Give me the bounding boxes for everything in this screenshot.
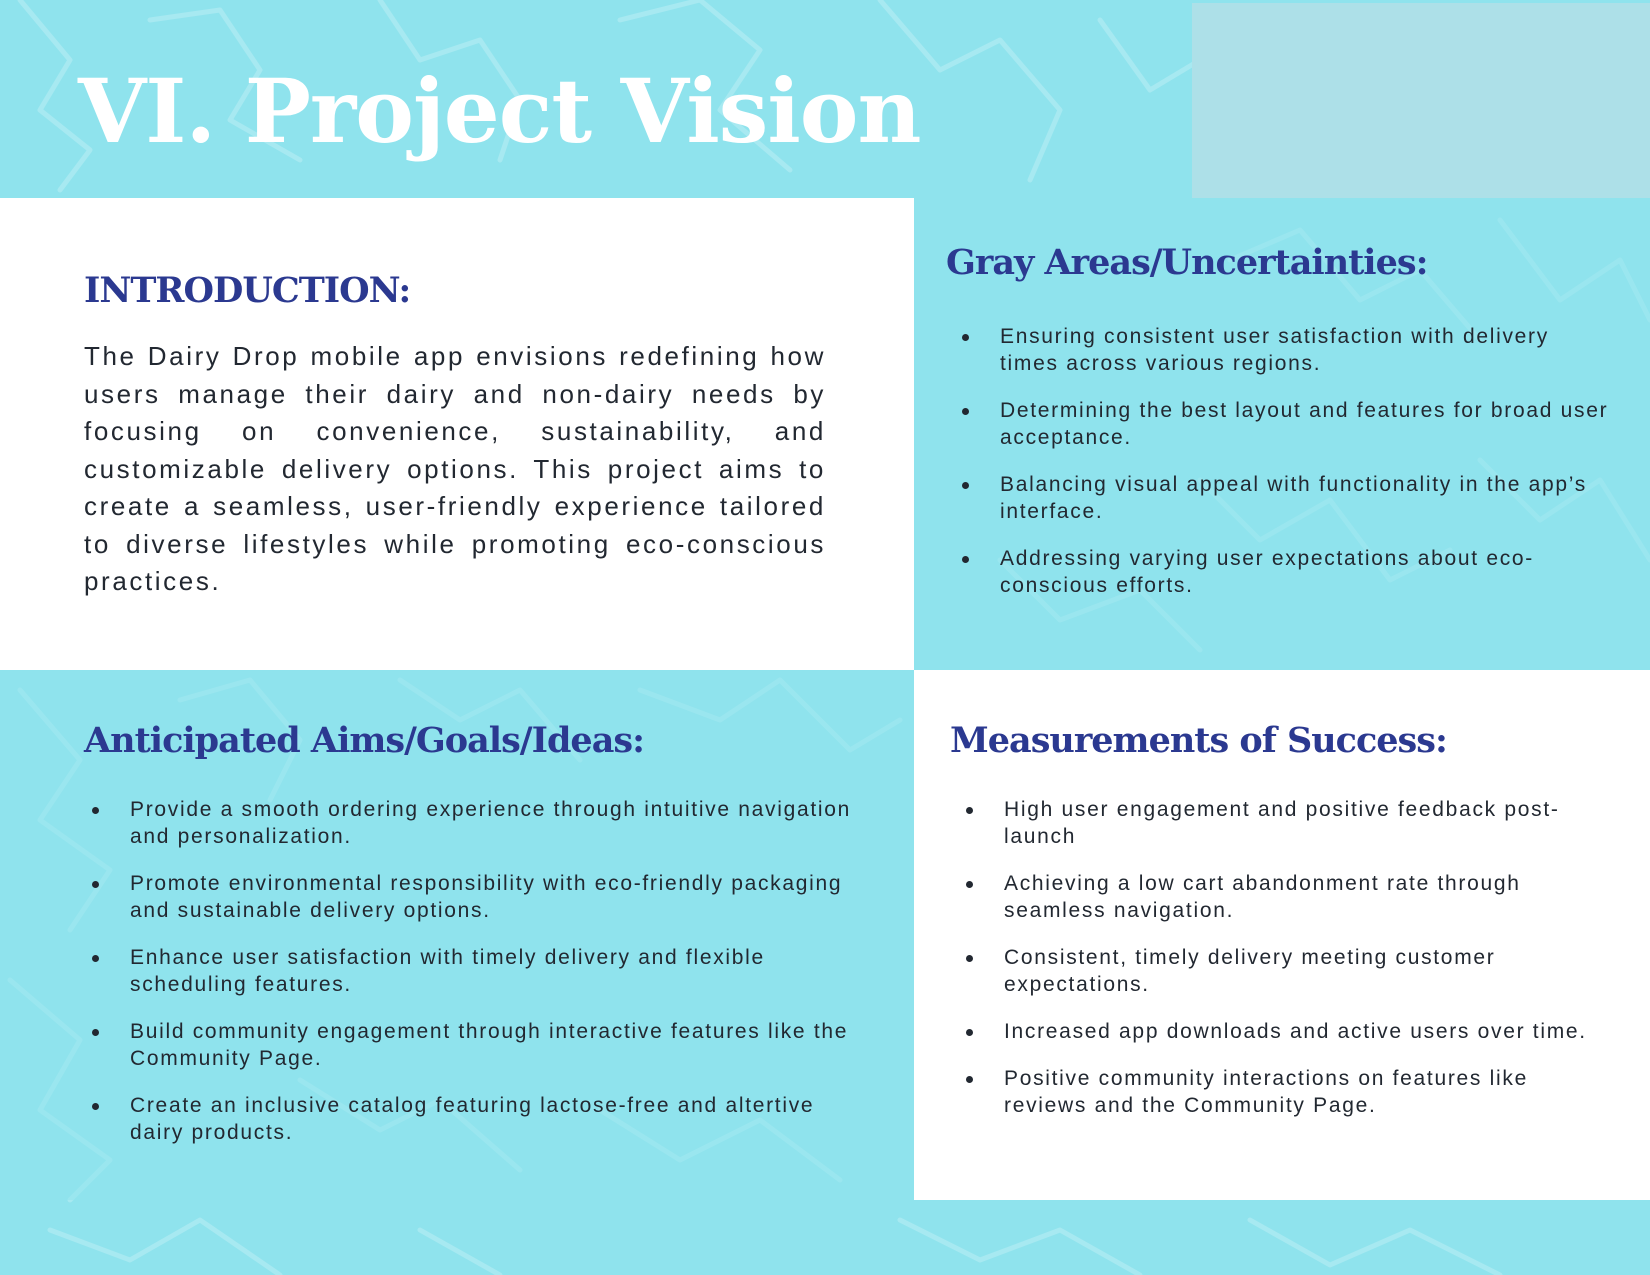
- header-accent-block: [1192, 3, 1650, 198]
- bullet-icon: [966, 881, 973, 888]
- list-item: Positive community interactions on features like reviews and the Community Page.: [958, 1065, 1618, 1119]
- introduction-panel: [0, 198, 914, 670]
- measurements-title: Measurements of Success:: [950, 720, 1447, 761]
- list-item: Provide a smooth ordering experience through intuitive navigation and personalization.: [84, 796, 864, 850]
- list-item: Determining the best layout and features for broad user acceptance.: [954, 397, 1614, 451]
- list-item: High user engagement and positive feedback post-launch: [958, 796, 1618, 850]
- bullet-icon: [92, 955, 99, 962]
- bullet-icon: [962, 334, 969, 341]
- page-title: VI. Project Vision: [78, 59, 921, 163]
- list-item: Increased app downloads and active users over time.: [958, 1018, 1618, 1045]
- bullet-icon: [962, 408, 969, 415]
- list-item: Ensuring consistent user satisfaction with delivery times across various regions.: [954, 323, 1614, 377]
- list-item: Achieving a low cart abandonment rate through seamless navigation.: [958, 870, 1618, 924]
- gray-areas-panel: [914, 198, 1650, 670]
- introduction-body: The Dairy Drop mobile app envisions redefining how users manage their dairy and non-dairy needs by focusing on convenience, sustainability, and customizable delivery options. This project aims to create a seamless, user-friendly experience tailored to diverse lifestyles while promoting eco-conscious practices.: [84, 341, 826, 596]
- gray-areas-title: Gray Areas/Uncertainties:: [946, 242, 1428, 283]
- list-item: Consistent, timely delivery meeting customer expectations.: [958, 944, 1618, 998]
- footer-band: [0, 1200, 1650, 1275]
- bullet-icon: [966, 1029, 973, 1036]
- list-item: Create an inclusive catalog featuring lactose-free and altertive dairy products.: [84, 1092, 864, 1146]
- bullet-icon: [966, 1076, 973, 1083]
- list-item: Addressing varying user expectations about eco-conscious efforts.: [954, 545, 1614, 599]
- measurements-list: [958, 796, 1618, 1139]
- list-item: Build community engagement through interactive features like the Community Page.: [84, 1018, 864, 1072]
- gray-areas-list: [954, 323, 1614, 619]
- list-item: Promote environmental responsibility with eco-friendly packaging and sustainable delivery options.: [84, 870, 864, 924]
- bullet-icon: [962, 556, 969, 563]
- page-header: [0, 0, 1650, 198]
- aims-panel: [0, 670, 914, 1200]
- bullet-icon: [92, 1103, 99, 1110]
- list-item: Enhance user satisfaction with timely delivery and flexible scheduling features.: [84, 944, 864, 998]
- bullet-icon: [92, 881, 99, 888]
- aims-list: [84, 796, 864, 1166]
- introduction-title: INTRODUCTION:: [84, 270, 411, 311]
- measurements-panel: [914, 670, 1650, 1200]
- bullet-icon: [962, 482, 969, 489]
- aims-title: Anticipated Aims/Goals/Ideas:: [84, 720, 645, 761]
- bullet-icon: [92, 1029, 99, 1036]
- bullet-icon: [966, 955, 973, 962]
- list-item: Balancing visual appeal with functionality in the app’s interface.: [954, 471, 1614, 525]
- bullet-icon: [92, 807, 99, 814]
- bullet-icon: [966, 807, 973, 814]
